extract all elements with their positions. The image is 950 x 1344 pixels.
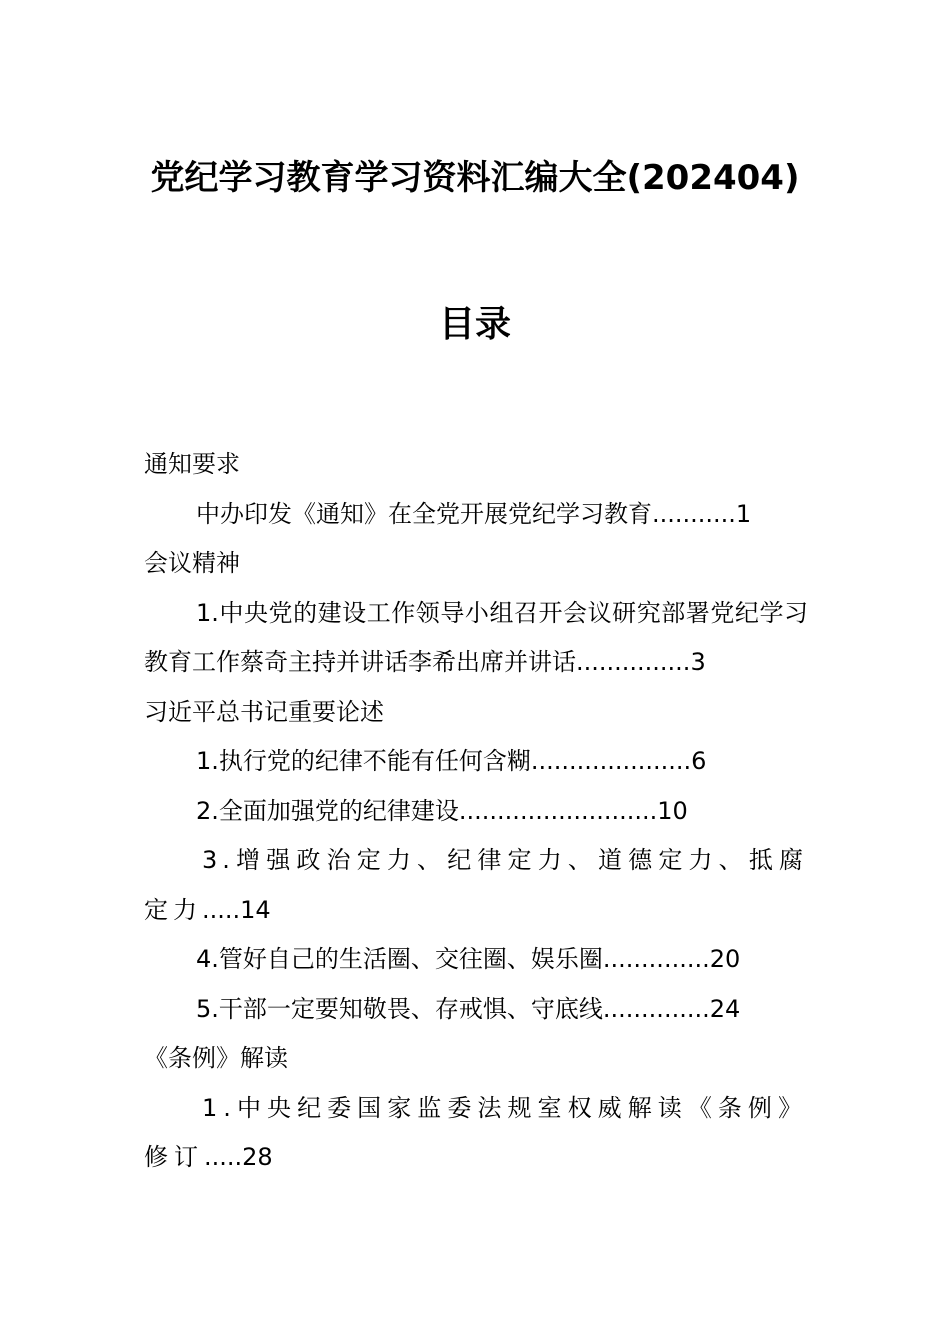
toc-entry[interactable] xyxy=(144,589,808,688)
toc-entry-text: 3.增强政治定力、纪律定力、道德定力、抵腐定力 xyxy=(144,846,808,924)
toc-entry[interactable] xyxy=(144,787,808,837)
toc-entry-text: 1.中央纪委国家监委法规室权威解读《条例》修订 xyxy=(144,1093,808,1171)
toc-page-number: 14 xyxy=(240,895,271,924)
toc-entry-text: 5.干部一定要知敬畏、存戒惧、守底线 xyxy=(196,994,603,1023)
toc-leader-dots: ............... xyxy=(576,648,691,676)
toc-entry[interactable] xyxy=(144,836,808,935)
toc-section-heading: 通知要求 xyxy=(144,450,240,478)
toc-leader-dots: .............. xyxy=(602,945,710,973)
toc-leader-dots: .......................... xyxy=(458,796,658,825)
toc-page-number: 3 xyxy=(690,648,706,676)
toc-page-number: 1 xyxy=(735,499,752,528)
toc-entry-text: 1.中央党的建设工作领导小组召开会议研究部署党纪学习教育工作蔡奇主持并讲话李希出席并讲话 xyxy=(144,598,808,676)
toc-entry[interactable] xyxy=(144,1084,808,1183)
toc-leader-dots: ..... xyxy=(204,1143,243,1171)
toc-page-number: 10 xyxy=(657,796,688,825)
toc-leader-dots: ..................... xyxy=(530,747,692,775)
toc-page-number: 28 xyxy=(242,1143,273,1171)
toc-entry-text: 2.全面加强党的纪律建设 xyxy=(196,796,459,825)
toc-leader-dots: .............. xyxy=(602,994,710,1023)
table-of-contents xyxy=(144,440,808,1183)
toc-page-number: 6 xyxy=(691,747,707,775)
toc-heading: 目录 xyxy=(438,304,511,345)
toc-entry[interactable] xyxy=(144,935,808,985)
toc-entry-text: 中办印发《通知》在全党开展党纪学习教育 xyxy=(196,499,652,528)
toc-page-number: 24 xyxy=(709,994,741,1023)
toc-leader-dots: ........... xyxy=(652,499,736,528)
toc-section-heading: 会议精神 xyxy=(144,549,240,577)
toc-leader-dots: ..... xyxy=(202,895,241,924)
toc-entry[interactable] xyxy=(144,490,808,540)
toc-section-heading: 习近平总书记重要论述 xyxy=(144,697,384,726)
toc-page-number: 20 xyxy=(709,945,741,973)
toc-entry[interactable] xyxy=(144,985,808,1035)
document-title: 党纪学习教育学习资料汇编大全(202404) xyxy=(150,158,800,198)
toc-entry[interactable] xyxy=(144,737,808,787)
toc-entry-text: 1.执行党的纪律不能有任何含糊 xyxy=(196,747,531,775)
toc-section-heading: 《条例》解读 xyxy=(144,1044,288,1072)
toc-entry-text: 4.管好自己的生活圈、交往圈、娱乐圈 xyxy=(196,945,603,973)
